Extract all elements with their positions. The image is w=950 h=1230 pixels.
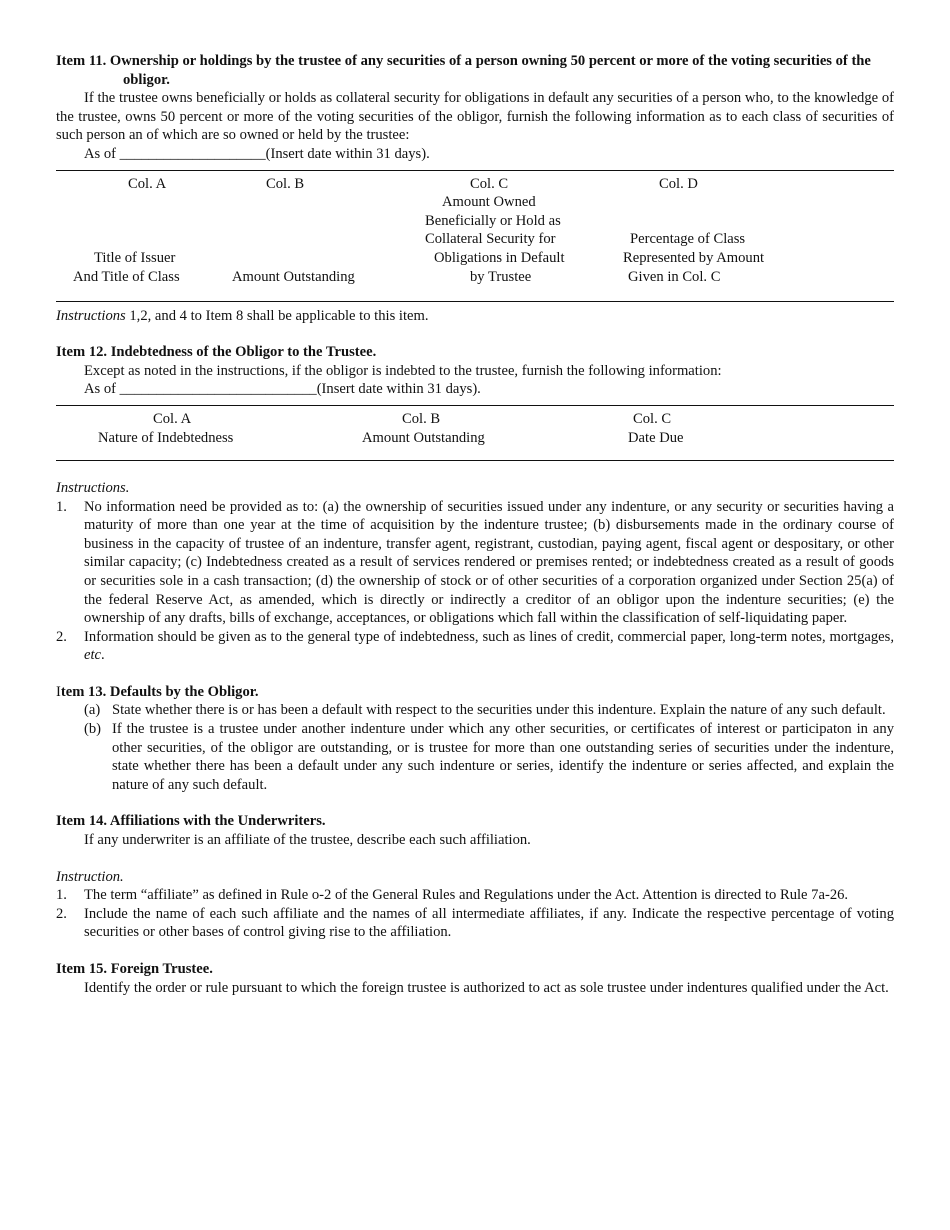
item-11-col-d-line-3: Given in Col. C [628,268,721,285]
list-item [56,905,894,942]
item-12-col-b-label: Amount Outstanding [362,429,485,446]
list-item-text: No information need be provided as to: (a) the ownership of securities issued under any indenture, or any security or securities having a maturity of more than one year at the time of acquisition by the indenture trustee; (b) disbursements made in the ordinary course of business in the capacity of trustee of an indenture, transfer agent, registrant, custodian, paying agent, fiscal agent or despositary, or other similar capacity; (c) Indebtedness created as a result of services rendered or premises rented; or indebtedness created as a result of goods or securities sole in a cash transaction; (d) the ownership of stock or of other securities of a corporation organized under Section 25(a) of the federal Reserve Act, as amended, which is directly or indirectly a creditor of an obligor upon the indenture securities; (e) the ownership of any drafts, bills of exchange, acceptances, or obligations which fall within the classification of self-liquidating paper. [84,498,894,627]
list-item-text: The term “affiliate” as defined in Rule o-2 of the General Rules and Regulations under the Act. Attention is directed to Rule 7a-26. [84,887,849,904]
item-12-col-a-label: Nature of Indebtedness [98,429,234,446]
item-14-body: If any underwriter is an affiliate of the trustee, describe each such affiliation. [84,832,531,849]
list-item-number: 1. [56,887,67,904]
item-11-col-c-line-2: Beneficially or Hold as [425,212,561,229]
item-11-instructions [56,307,894,326]
item-15-body: Identify the order or rule pursuant to which the foreign trustee is authorized to act as sole trustee under indentures qualified under the Act. [84,979,889,996]
item-11-col-a-header: Col. A [128,175,167,192]
item-12-instructions-label-text: Instructions. [56,479,130,496]
item-12-col-c-header: Col. C [633,410,672,427]
item-11-as-of: As of ____________________(Insert date within 31 days). [84,145,430,162]
item-13-heading [56,683,894,702]
list-item-text: If the trustee is a trustee under another indenture under which any other securities, or certificates of interest or participaton in any other securities, of the obligor are outstanding, or is trustee for more than one outstanding series of securities under the indenture, state whether there has been a default under any such indenture or series, identify the indenture or series affected, and explain the nature of any such default. [112,721,894,793]
item-11-body: If the trustee owns beneficially or holds as collateral security for obligations in default any securities of a person who, to the knowledge of the trustee, owns 50 percent or more of the voting securities of the obligor, furnish the following information as to each class of securities of such person an of which are so owned or held by the trustee: [56,90,894,144]
item-11-col-c-line-1: Amount Owned [442,194,536,211]
item-12-body: Except as noted in the instructions, if the obligor is indebted to the trustee, furnish the following information: [84,362,722,379]
list-item [56,498,894,628]
item-11-col-c-line-3: Collateral Security for [425,231,556,248]
item-15-heading: Item 15. Foreign Trustee. [56,961,213,977]
item-11-col-d-header: Col. D [659,175,698,192]
list-item [84,701,894,720]
item-12-table [56,406,894,460]
item-11-col-d-line-1: Percentage of Class [630,231,746,248]
item-11-col-b-header: Col. B [266,175,305,192]
list-item [56,628,894,665]
item-11-table [56,171,894,301]
list-item-text: Information should be given as to the general type of indebtedness, such as lines of credit, commercial paper, long-term notes, mortgages [84,628,891,645]
list-item-number: 2. [56,628,67,645]
list-item-text: State whether there is or has been a default with respect to the securities under this indenture. Explain the nature of any such default. [112,702,886,719]
item-14-instructions-list [56,886,894,942]
item-11-col-c-line-5: by Trustee [470,268,532,285]
item-12-col-a-header: Col. A [153,410,192,427]
item-13-heading-rest: tem 13. Defaults by the Obligor. [60,683,259,700]
list-item-italic: , etc [84,628,894,664]
item-13-list [56,701,894,794]
list-item [56,886,894,905]
item-14-instruction-label-text: Instruction. [56,868,124,885]
item-14-heading: Item 14. Affiliations with the Underwriters. [56,813,326,830]
item-12-col-b-header: Col. B [402,410,441,427]
item-11-col-d-line-2: Represented by Amount [623,249,765,266]
document-page [56,52,894,997]
item-13-heading-first: I [56,683,61,700]
item-12-instructions-list [56,498,894,665]
list-item-text: Include the name of each such affiliate and the names of all intermediate affiliates, if any. Indicate the respective percentage of voting securities or other bases of control giving rise to the affiliation. [84,905,894,941]
list-item-number: (a) [84,702,101,719]
item-14-instruction-label [56,868,894,887]
item-12-as-of: As of ___________________________(Insert date within 31 days). [84,381,481,398]
list-item-number: 1. [56,498,67,515]
list-item-tail: . [101,647,105,664]
item-11-instructions-label: Instructions [56,307,126,324]
list-item [84,720,894,794]
item-11-instructions-text: 1,2, and 4 to Item 8 shall be applicable to this item. [125,307,429,324]
list-item-number: (b) [84,721,102,738]
list-item-number: 2. [56,905,67,922]
item-11-heading: Item 11. Ownership or holdings by the trustee of any securities of a person owning 50 percent or more of the voting securities of the obligor. [56,53,871,88]
item-11-col-a-line-2: And Title of Class [73,268,180,285]
item-11-col-b-line-1: Amount Outstanding [232,268,355,285]
item-12-col-c-label: Date Due [628,429,684,446]
item-12-heading: Item 12. Indebtedness of the Obligor to the Trustee. [56,344,377,361]
item-11-col-a-line-1: Title of Issuer [94,249,176,266]
item-11-col-c-header: Col. C [470,175,509,192]
item-11-col-c-line-4: Obligations in Default [434,249,565,266]
item-12-instructions-label [56,479,894,498]
